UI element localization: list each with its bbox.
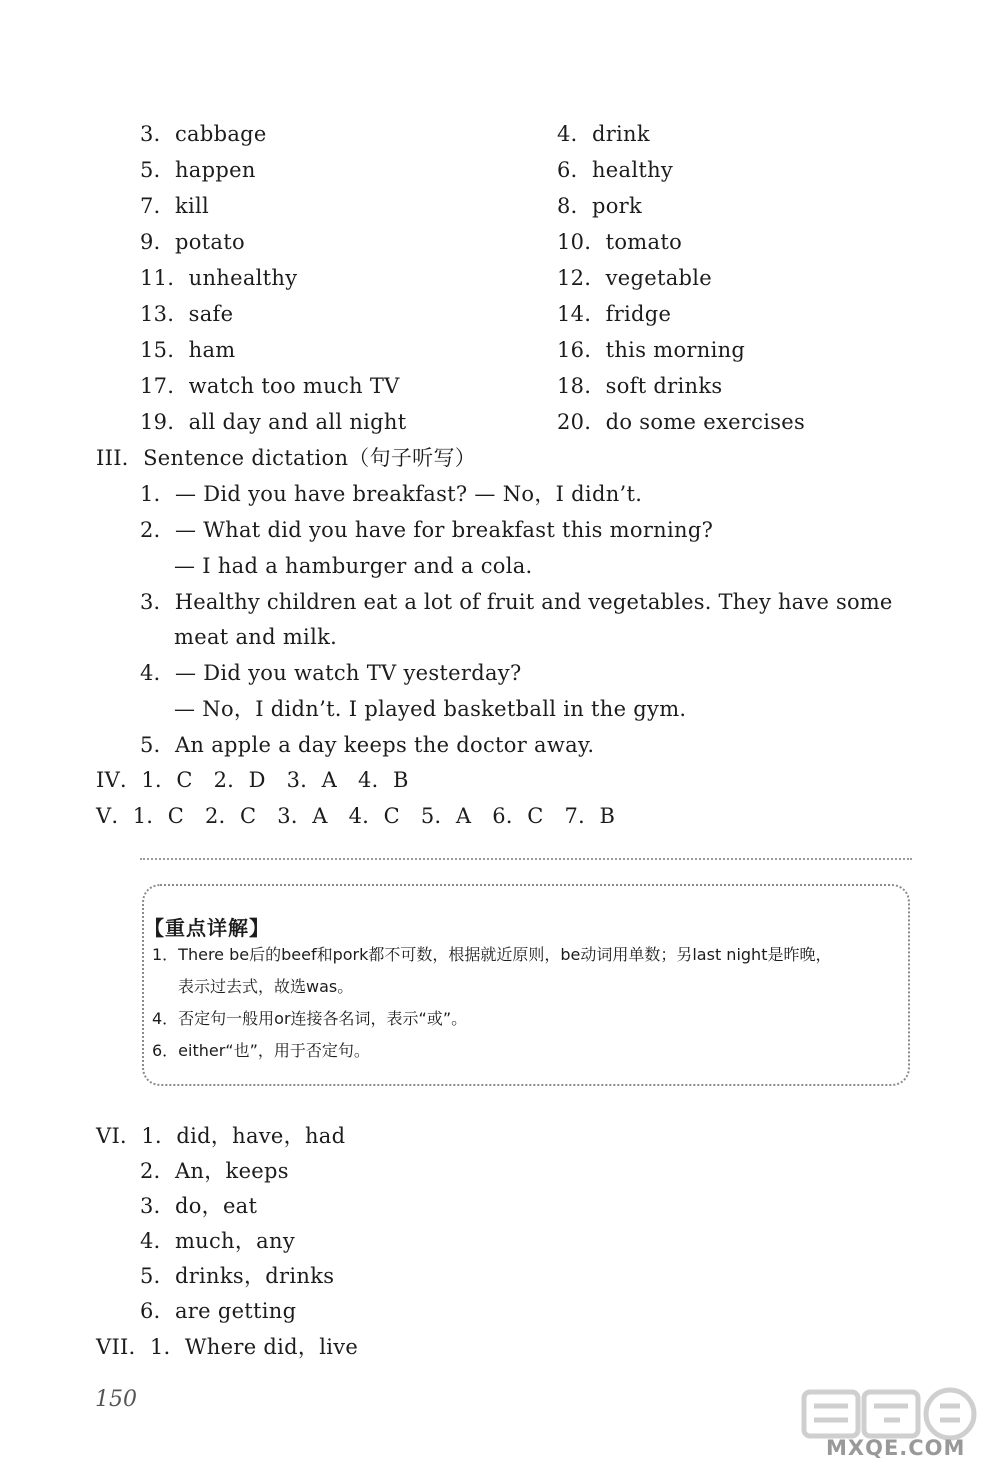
- dictation-line: — No，I didn’t. I played basketball in the gym.: [174, 697, 687, 721]
- section-6-answer: 5．drinks，drinks: [140, 1264, 335, 1288]
- section-3-title: III．Sentence dictation（句子听写）: [96, 446, 477, 470]
- section-5-answers: V．1．C 2．C 3．A 4．C 5．A 6．C 7．B: [96, 804, 616, 828]
- vocab-item: 19．all day and all night: [140, 410, 407, 434]
- section-6-answer: 2．An，keeps: [140, 1159, 289, 1183]
- watermark-url: MXQE.COM: [826, 1436, 966, 1460]
- vocab-item: 5．happen: [140, 158, 256, 182]
- vocab-item: 9．potato: [140, 230, 245, 254]
- key-point-item: 1．There be后的beef和pork都不可数，根据就近原则，be动词用单数；另last night是昨晚，: [152, 945, 832, 964]
- vocab-item: 13．safe: [140, 302, 234, 326]
- vocab-item: 3．cabbage: [140, 122, 267, 146]
- section-7-answer: VII．1．Where did，live: [96, 1335, 359, 1359]
- section-6-answer: 4．much，any: [140, 1229, 295, 1253]
- vocab-item: 10．tomato: [557, 230, 683, 254]
- key-point-item: 表示过去式，故选was。: [178, 977, 354, 996]
- key-point-item: 6．either“也”，用于否定句。: [152, 1041, 370, 1060]
- dictation-line: 4．— Did you watch TV yesterday?: [140, 661, 522, 685]
- dictation-line: 5．An apple a day keeps the doctor away.: [140, 733, 595, 757]
- dictation-line: meat and milk.: [174, 625, 338, 649]
- section-4-answers: IV．1．C 2．D 3．A 4．B: [96, 768, 409, 792]
- vocab-item: 4．drink: [557, 122, 650, 146]
- page-number: 150: [95, 1387, 137, 1412]
- vocab-item: 12．vegetable: [557, 266, 713, 290]
- section-6-answer: 3．do，eat: [140, 1194, 258, 1218]
- vocab-item: 15．ham: [140, 338, 236, 362]
- dotted-divider: [140, 858, 912, 860]
- dictation-line: 3．Healthy children eat a lot of fruit and vegetables. They have some: [140, 590, 893, 614]
- vocab-item: 11．unhealthy: [140, 266, 298, 290]
- vocab-item: 18．soft drinks: [557, 374, 723, 398]
- vocab-item: 14．fridge: [557, 302, 672, 326]
- vocab-item: 17．watch too much TV: [140, 374, 400, 398]
- vocab-item: 8．pork: [557, 194, 643, 218]
- section-6-answer: 6．are getting: [140, 1299, 297, 1323]
- dictation-line: 2．— What did you have for breakfast this morning?: [140, 518, 714, 542]
- vocab-item: 7．kill: [140, 194, 210, 218]
- dictation-line: — I had a hamburger and a cola.: [174, 554, 533, 578]
- vocab-item: 16．this morning: [557, 338, 746, 362]
- key-point-item: 4．否定句一般用or连接各名词，表示“或”。: [152, 1009, 468, 1028]
- section-6-answer: VI．1．did，have，had: [96, 1124, 346, 1148]
- key-points-title: 【重点详解】: [144, 916, 270, 940]
- vocab-item: 20．do some exercises: [557, 410, 806, 434]
- vocab-item: 6．healthy: [557, 158, 674, 182]
- dictation-line: 1．— Did you have breakfast? — No，I didn’t.: [140, 482, 643, 506]
